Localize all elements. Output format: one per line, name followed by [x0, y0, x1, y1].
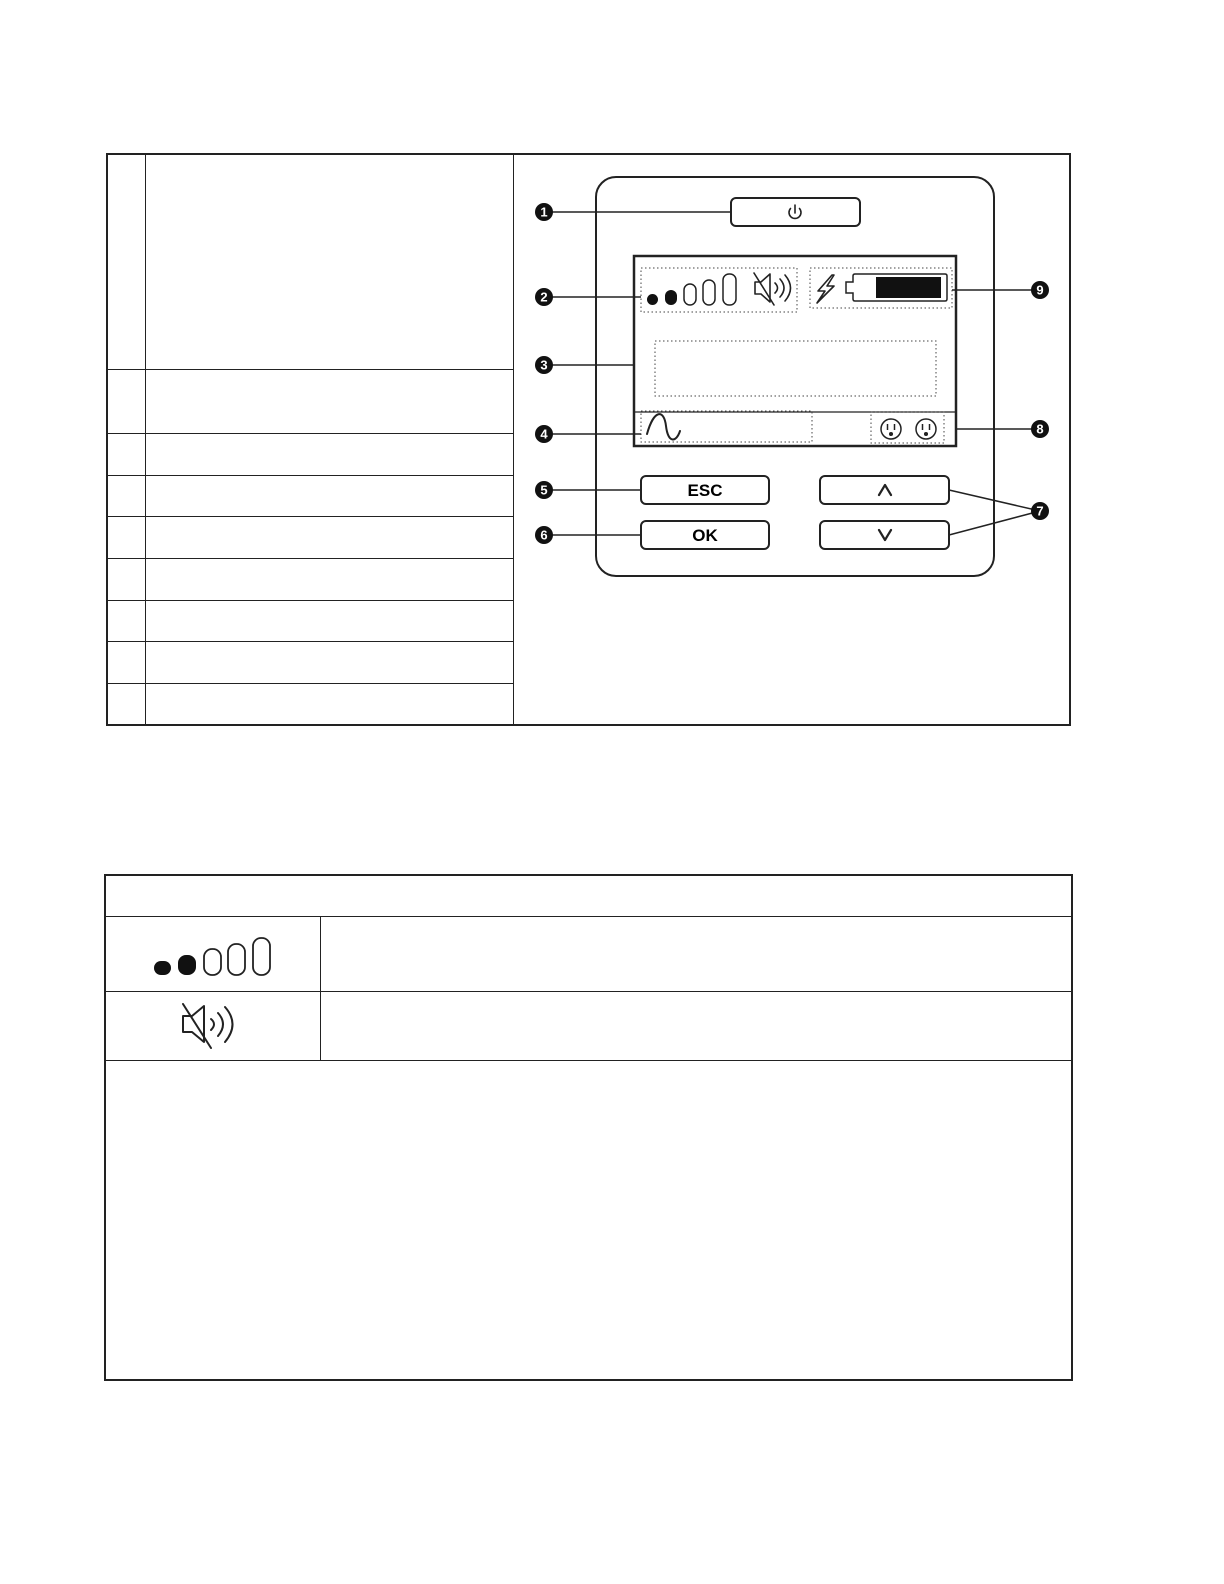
- up-button[interactable]: [820, 476, 949, 504]
- callout-number: 8: [1036, 421, 1044, 437]
- battery-fill: [876, 277, 941, 298]
- table-row: [108, 642, 513, 683]
- callout-5: [535, 481, 553, 499]
- power-button[interactable]: [731, 198, 860, 226]
- lcd-screen: [634, 256, 956, 446]
- callout-number: 5: [540, 482, 548, 498]
- callout-number: 3: [540, 357, 548, 373]
- ok-button-label: OK: [692, 526, 718, 545]
- callout-number: 7: [1036, 503, 1044, 519]
- table-row: [108, 476, 513, 516]
- table-row: [108, 155, 513, 369]
- callout-2: [535, 288, 553, 306]
- callout-number: 4: [540, 426, 548, 442]
- mute-icon: [106, 992, 320, 1060]
- callout-number: 2: [540, 289, 548, 305]
- table-row: [106, 992, 1071, 1060]
- table-row: [108, 517, 513, 558]
- table-row: [108, 559, 513, 600]
- notes-row: [106, 1061, 1071, 1379]
- callout-9: [1031, 281, 1049, 299]
- callout-7: [1031, 502, 1049, 520]
- callout-number: 6: [540, 527, 548, 543]
- load-level-icon: [106, 917, 320, 991]
- table-row: [108, 434, 513, 475]
- table-row: [106, 917, 1071, 991]
- callout-3: [535, 356, 553, 374]
- callout-number: 9: [1036, 282, 1044, 298]
- ok-button[interactable]: [641, 521, 769, 549]
- down-button[interactable]: [820, 521, 949, 549]
- callout-6: [535, 526, 553, 544]
- table-row: [108, 601, 513, 641]
- callout-4: [535, 425, 553, 443]
- control-panel-diagram: [514, 153, 1070, 724]
- table-header-row: [106, 876, 1071, 916]
- table-row: [108, 684, 513, 724]
- esc-button-label: ESC: [687, 481, 723, 500]
- esc-button[interactable]: [641, 476, 769, 504]
- table-row: [108, 370, 513, 433]
- callout-1: [535, 203, 553, 221]
- callout-8: [1031, 420, 1049, 438]
- callout-number: 1: [540, 204, 548, 220]
